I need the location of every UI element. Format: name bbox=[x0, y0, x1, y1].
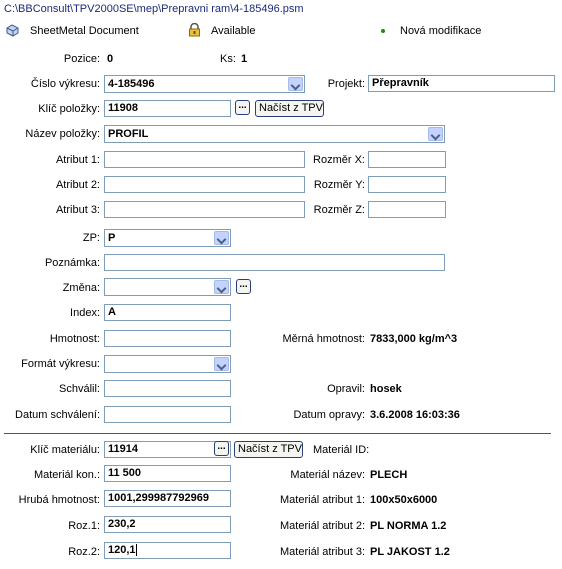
material-atribut1-label: Materiál atribut 1: bbox=[280, 494, 365, 506]
chevron-down-icon[interactable] bbox=[428, 127, 443, 141]
format-vykresu-select[interactable] bbox=[104, 355, 231, 373]
pozice-value: 0 bbox=[107, 53, 114, 65]
doc-type-label: SheetMetal Document bbox=[30, 25, 139, 37]
hruba-hmotnost-label: Hrubá hmotnost: bbox=[18, 494, 100, 506]
roz2-field[interactable] bbox=[104, 542, 231, 559]
material-id-label: Materiál ID: bbox=[313, 444, 370, 456]
index-label: Index: bbox=[70, 307, 100, 319]
nazev-polozky-value: PROFIL bbox=[108, 128, 149, 140]
projekt-label: Projekt: bbox=[327, 78, 365, 90]
index-field[interactable]: A bbox=[104, 304, 231, 321]
rozmer-z-field[interactable] bbox=[368, 201, 446, 218]
lock-icon bbox=[188, 23, 201, 37]
roz1-label: Roz.1: bbox=[68, 520, 100, 532]
datum-schvaleni-field[interactable] bbox=[104, 406, 231, 423]
material-atribut1-value: 100x50x6000 bbox=[370, 494, 438, 506]
rozmer-z-label: Rozměr Z: bbox=[313, 204, 365, 216]
datum-opravy-label: Datum opravy: bbox=[293, 409, 365, 421]
hmotnost-label: Hmotnost: bbox=[49, 333, 100, 345]
atribut3-field[interactable] bbox=[104, 201, 305, 218]
green-dot-icon bbox=[381, 29, 385, 33]
rozmer-x-field[interactable] bbox=[368, 151, 446, 168]
nazev-polozky-select[interactable] bbox=[104, 125, 445, 143]
material-atribut3-value: PL JAKOST 1.2 bbox=[370, 546, 450, 558]
hmotnost-field[interactable] bbox=[104, 330, 231, 347]
modification-label: Nová modifikace bbox=[400, 25, 482, 37]
rozmer-y-field[interactable] bbox=[368, 176, 446, 193]
zp-select[interactable] bbox=[104, 229, 231, 247]
material-nacist-z-tpv-button[interactable]: Načíst z TPV bbox=[234, 441, 303, 458]
chevron-down-icon[interactable] bbox=[288, 77, 303, 91]
zmena-label: Změna: bbox=[62, 282, 100, 294]
chevron-down-icon[interactable] bbox=[214, 280, 229, 294]
pozice-label: Pozice: bbox=[63, 53, 100, 65]
klic-polozky-label: Klíč položky: bbox=[38, 103, 100, 115]
hruba-hmotnost-field[interactable]: 1001,299987792969 bbox=[104, 490, 231, 507]
klic-materialu-browse-button[interactable]: ... bbox=[214, 441, 229, 456]
zmena-select[interactable] bbox=[104, 278, 231, 296]
cislo-vykresu-select[interactable] bbox=[104, 75, 305, 93]
datum-schvaleni-label: Datum schválení: bbox=[15, 409, 100, 421]
roz1-field[interactable]: 230,2 bbox=[104, 516, 231, 533]
material-nazev-value: PLECH bbox=[370, 469, 408, 481]
material-atribut3-label: Materiál atribut 3: bbox=[280, 546, 365, 558]
atribut3-label: Atribut 3: bbox=[55, 204, 100, 216]
ks-label: Ks: bbox=[220, 53, 236, 65]
klic-materialu-label: Klíč materiálu: bbox=[30, 444, 100, 456]
klic-polozky-field[interactable]: 11908 bbox=[104, 100, 231, 117]
section-divider bbox=[4, 433, 551, 434]
schvalil-field[interactable] bbox=[104, 380, 231, 397]
cislo-vykresu-label: Číslo výkresu: bbox=[30, 78, 100, 90]
roz2-value: 120,1 bbox=[108, 544, 136, 556]
material-kon-field[interactable]: 11 500 bbox=[104, 465, 231, 482]
chevron-down-icon[interactable] bbox=[214, 357, 229, 371]
rozmer-y-label: Rozměr Y: bbox=[313, 179, 365, 191]
material-nazev-label: Materiál název: bbox=[290, 469, 365, 481]
merna-hmotnost-label: Měrná hmotnost: bbox=[282, 333, 365, 345]
atribut2-field[interactable] bbox=[104, 176, 305, 193]
sheetmetal-doc-icon bbox=[6, 24, 19, 37]
nazev-polozky-label: Název položky: bbox=[25, 128, 100, 140]
klic-polozky-browse-button[interactable]: ... bbox=[235, 100, 250, 115]
poznamka-field[interactable] bbox=[104, 254, 445, 271]
material-atribut2-value: PL NORMA 1.2 bbox=[370, 520, 447, 532]
rozmer-x-label: Rozměr X: bbox=[313, 154, 365, 166]
poznamka-label: Poznámka: bbox=[44, 257, 100, 269]
cislo-vykresu-value: 4-185496 bbox=[108, 78, 155, 90]
opravil-value: hosek bbox=[370, 383, 402, 395]
schvalil-label: Schválil: bbox=[59, 383, 100, 395]
atribut1-label: Atribut 1: bbox=[55, 154, 100, 166]
status-label: Available bbox=[211, 25, 256, 37]
format-vykresu-label: Formát výkresu: bbox=[21, 358, 100, 370]
material-kon-label: Materiál kon.: bbox=[33, 469, 100, 481]
zmena-browse-button[interactable]: ... bbox=[236, 279, 251, 294]
roz2-label: Roz.2: bbox=[68, 546, 100, 558]
opravil-label: Opravil: bbox=[327, 383, 365, 395]
atribut2-label: Atribut 2: bbox=[55, 179, 100, 191]
material-atribut2-label: Materiál atribut 2: bbox=[280, 520, 365, 532]
merna-hmotnost-value: 7833,000 kg/m^3 bbox=[370, 333, 458, 345]
datum-opravy-value: 3.6.2008 16:03:36 bbox=[370, 409, 460, 421]
zp-value: P bbox=[108, 232, 116, 244]
atribut1-field[interactable] bbox=[104, 151, 305, 168]
projekt-field[interactable]: Přepravník bbox=[368, 75, 555, 92]
klic-materialu-field[interactable]: 11914 bbox=[104, 441, 231, 458]
zp-label: ZP: bbox=[82, 232, 100, 244]
ks-value: 1 bbox=[241, 53, 248, 65]
text-cursor bbox=[136, 544, 137, 556]
nacist-z-tpv-button[interactable]: Načíst z TPV bbox=[255, 100, 324, 117]
file-path: C:\BBConsult\TPV2000SE\mep\Prepravni ram\4-185496.psm bbox=[4, 3, 304, 15]
chevron-down-icon[interactable] bbox=[214, 231, 229, 245]
